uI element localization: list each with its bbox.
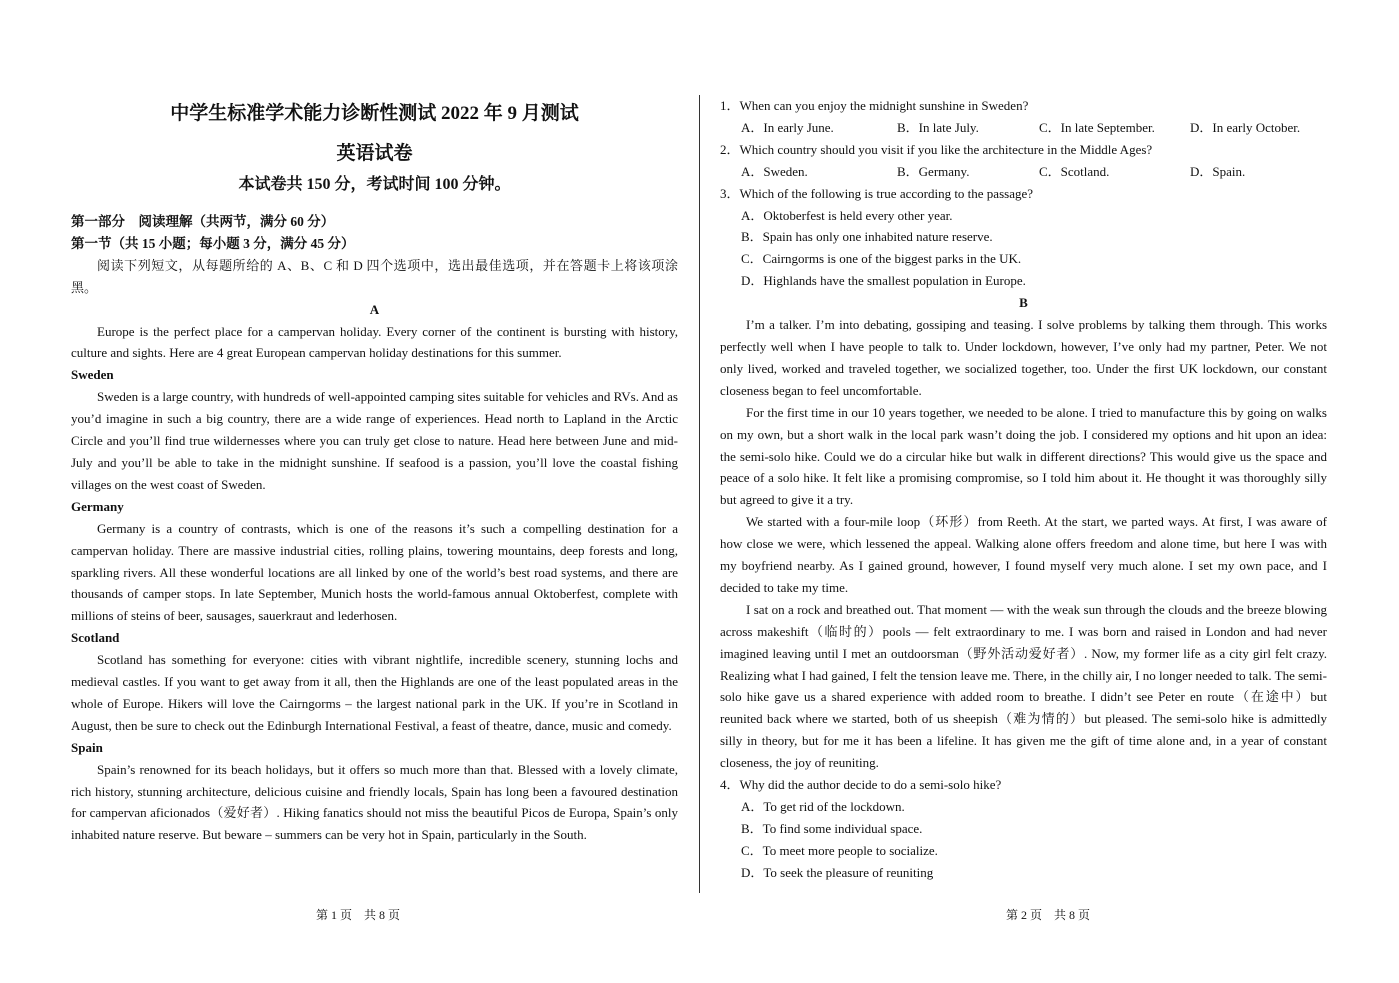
passage-b-paragraph: For the first time in our 10 years together, we needed to be alone. I tried to manufacture this by going on walks on my own, but a short walk in the local park wasn’t doing the job. I considered my options and hit upon an idea: the semi-solo hike. Could we do a circular hike but walk in different directions? This would give us the space and peace of a solo hike. It felt like a promising compromise, so I told him about it. He thought it was thoroughly silly but agreed to give it a try. [720,404,1327,508]
section-heading-scotland: Scotland [71,630,120,646]
option-d: D．To seek the pleasure of reuniting [741,864,934,880]
option-a: A．Oktoberfest is held every other year. [741,207,953,223]
part1-heading: 第一部分 阅读理解（共两节，满分 60 分） [71,214,335,229]
passage-b-paragraph: I sat on a rock and breathed out. That moment — with the weak sun through the clouds and the breeze blowing across makeshift（临时的）pools — felt extraordinary to me. I was born and raised in London and had never imagined leaving until I met an outdoorsman（野外活动爱好者）. Now, my former life as a city girl felt crazy. Realizing what I had gained, I felt the tension leave me. There, in the chilly air, I no longer needed to talk. The semi-solo hike gave us a shared experience with added room to breathe. I didn’t see Peter en route（在途中）but reunited back where we started, both of us sheepish（难为情的）but pleased. The semi-solo hike is admittedly silly in theory, but for me it has been a lifeline. It has given me the gift of time alone and, in a year of constant closeness, the joy of reuniting. [720,601,1327,771]
section-heading-sweden: Sweden [71,367,114,383]
section-text-germany: Germany is a country of contrasts, which is one of the reasons it’s such a compelling destination for a campervan holiday. There are massive industrial cities, rolling plains, towering mountains, deep forests and long, sparkling rivers. All these wonderful locations are all linked by one of the world’s best road systems, and there are thousands of camper stops. In late September, Munich hosts the world-famous annual Oktoberfest, complete with millions of steins of beer, sausages, sauerkraut and lederhosen. [71,520,678,624]
question-number: 3． [720,185,740,201]
question-number: 2． [720,141,740,157]
question-text: Which country should you visit if you like the architecture in the Middle Ages? [739,141,1153,157]
option-b: B．In late July. [897,119,979,135]
passage-a-intro: Europe is the perfect place for a campervan holiday. Every corner of the continent is bursting with history, culture and sights. Here are 4 great European campervan holiday destinations for this summer. [71,323,678,361]
page-footer-right: 第 2 页 共 8 页 [1006,908,1091,922]
left-page-column [71,100,678,846]
question-number: 1． [720,98,740,113]
option-d: D．Spain. [1190,163,1246,179]
page-footer-left: 第 1 页 共 8 页 [316,908,401,922]
question-1-options [720,117,1327,139]
question-text: Which of the following is true according to the passage? [739,185,1034,201]
option-c: C．To meet more people to socialize. [741,842,938,858]
option-a: A．In early June. [741,119,834,135]
passage-b-paragraph: We started with a four-mile loop（环形）from Reeth. At the start, we parted ways. At first, I was aware of how close we were, which lessened the appeal. Walking alone offers freedom and alone time, but here I was with my boyfriend nearby. As I gained ground, however, I found myself very much alone. I set my own pace, and I decided to take my time. [720,514,1327,595]
passage-a-label: A [369,301,380,317]
passage-b-label: B [1019,295,1028,311]
section-heading-spain: Spain [71,739,103,755]
section-text-spain: Spain’s renowned for its beach holidays, but it offers so much more than that. Blessed with a lovely climate, rich history, stunning architecture, delicious cuisine and friendly locals, Spain has long been a favoured destination for campervan aficionados（爱好者）. Hiking fanatics should not miss the beautiful Picos de Europa, Spain’s only inhabited nature reserve. But beware – summers can be very hot in Spain, particularly in the South. [71,761,678,843]
option-d: D．In early October. [1190,119,1301,135]
option-b: B．Germany. [897,163,970,179]
question-3 [720,183,1327,205]
section-text-sweden: Sweden is a large country, with hundreds of well-appointed camping sites suitable for vehicles and RVs. And as you’d imagine in such a big country, there are a wide range of experiences. Head north to Lapland in the Arctic Circle and you’ll find true wildernesses where you can truly get close to nature. Head here between June and mid-July and you’ll be able to take in the midnight sunshine. If seafood is a passion, you’ll love the coastal fishing villages on the west coast of Sweden. [71,389,678,492]
option-c: C．In late September. [1039,119,1155,135]
question-text: When can you enjoy the midnight sunshine in Sweden? [739,98,1029,113]
option-a: A．To get rid of the lockdown. [741,799,905,814]
question-2 [720,139,1327,161]
question-2-options [720,161,1327,183]
question-1 [720,95,1327,117]
right-page-column [720,95,1327,884]
exam-title: 中学生标准学术能力诊断性测试 2022 年 9 月测试 [170,103,579,124]
option-c: C．Scotland. [1039,163,1110,179]
option-d: D．Highlands have the smallest population in Europe. [741,273,1026,289]
section1-heading: 第一节（共 15 小题；每小题 3 分，满分 45 分） [71,235,355,251]
column-divider [699,95,700,893]
question-4 [720,774,1327,796]
option-a: A．Sweden. [741,163,808,179]
section-heading-germany: Germany [71,498,124,514]
section-text-scotland: Scotland has something for everyone: cities with vibrant nightlife, incredible scenery, stunning lochs and medieval castles. If you want to get away from it all, then the Highlands are one of the least populated areas in the whole of Europe. Hikers will love the Cairngorms – the largest national park in the UK. If you’re in Scotland in August, then be sure to check out the Edinburgh International Festival, a feast of theatre, dance, music and comedy. [71,652,678,733]
option-b: B．Spain has only one inhabited nature reserve. [741,229,993,245]
question-text: Why did the author decide to do a semi-solo hike? [739,777,1002,793]
instructions: 阅读下列短文，从每题所给的 A、B、C 和 D 四个选项中，选出最佳选项，并在答题卡上将该项涂黑。 [71,257,678,295]
option-c: C．Cairngorms is one of the biggest parks in the UK. [741,251,1022,267]
passage-b-paragraph: I’m a talker. I’m into debating, gossiping and teasing. I solve problems by talking them through. This works perfectly well when I have people to talk to. Under lockdown, however, I’ve only had my partner, Peter. We not only lived, worked and traveled together, we socialized together, too. Under the first UK lockdown, our constant closeness began to feel uncomfortable. [720,317,1327,398]
question-number: 4． [720,777,740,793]
option-b: B．To find some individual space. [741,820,923,836]
score-info: 本试卷共 150 分，考试时间 100 分钟。 [238,176,511,193]
subject-title: 英语试卷 [336,143,413,164]
